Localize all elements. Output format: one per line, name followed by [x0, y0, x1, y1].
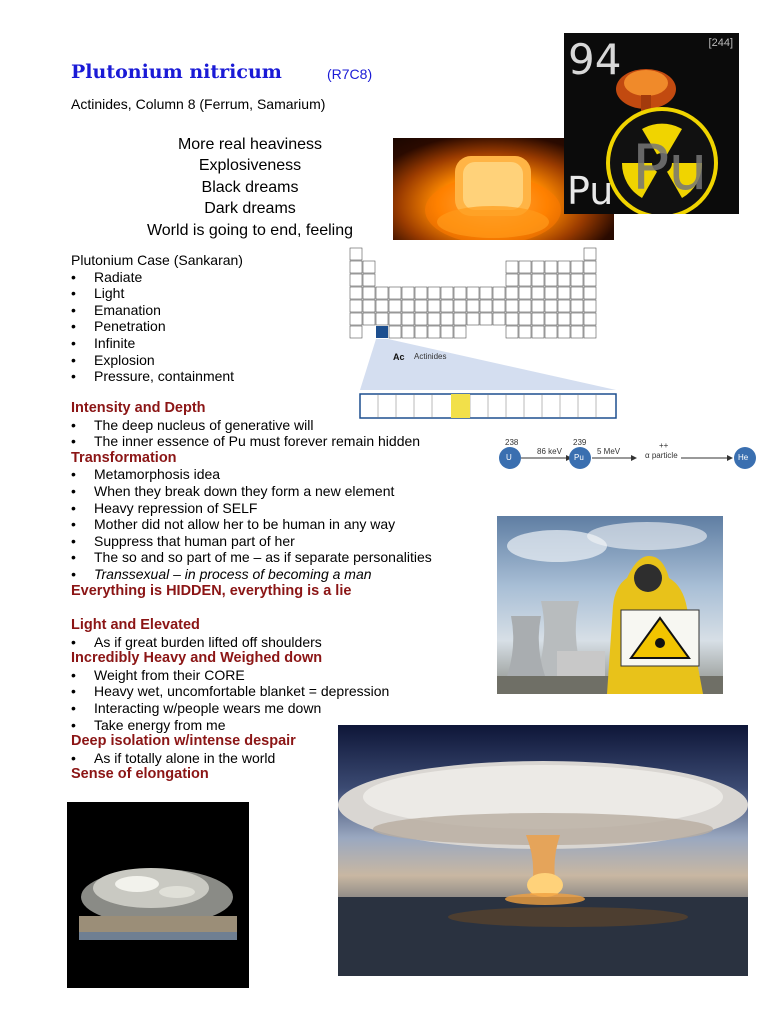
section-heading: Intensity and Depth — [71, 400, 206, 416]
list-item: • Emanation — [71, 302, 243, 319]
element-symbol: Pu — [567, 169, 614, 213]
pu-mass: 239 — [573, 438, 587, 447]
plutonium-metal-photo — [67, 802, 249, 988]
energy-5mev: 5 MeV — [597, 447, 621, 456]
list-item: • Infinite — [71, 335, 243, 352]
u-mass: 238 — [505, 438, 519, 447]
list-item: • Heavy wet, uncomfortable blanket = depression — [71, 683, 389, 700]
atomic-mass: [244] — [708, 37, 733, 49]
theme-line: More real heaviness — [177, 136, 323, 153]
u-symbol: U — [506, 453, 512, 462]
list-item: • Weight from their CORE — [71, 667, 389, 684]
case-block — [71, 252, 243, 385]
section-heading: Everything is HIDDEN, everything is a lie — [71, 582, 352, 599]
mushroom-cloud-graphic — [338, 725, 748, 976]
list-item: • The so and so part of me – as if separate personalities — [71, 549, 432, 566]
list-item: • The inner essence of Pu must forever remain hidden — [71, 433, 432, 450]
section-heading: Deep isolation w/intense despair — [71, 733, 296, 750]
decay-arrows — [495, 438, 761, 476]
list-item: • Mother did not allow her to be human in any way — [71, 516, 432, 533]
list-item: • Suppress that human part of her — [71, 533, 432, 550]
periodic-table-graphic — [340, 240, 618, 420]
list-item: • Penetration — [71, 318, 243, 335]
svg-text:Pu: Pu — [632, 131, 708, 204]
actinides-label: Actinides — [414, 352, 447, 361]
subtitle: Actinides, Column 8 (Ferrum, Samarium) — [71, 96, 326, 112]
cooling-tower-hazmat-graphic — [497, 516, 723, 694]
remedy-code: (R7C8) — [327, 66, 373, 82]
theme-line: Dark dreams — [204, 200, 296, 218]
pu-symbol: Pu — [574, 453, 584, 462]
section-heading: Transformation — [71, 449, 177, 466]
list-item: • Take energy from me — [71, 717, 389, 734]
list-item: • As if totally alone in the world — [71, 750, 389, 767]
list-item: • Heavy repression of SELF — [71, 500, 432, 517]
theme-line: Black dreams — [201, 178, 299, 196]
periodic-table-grid — [340, 240, 618, 420]
sections-block-1 — [71, 400, 432, 599]
alpha-charge: ++ — [659, 441, 669, 450]
list-item: • Explosion — [71, 352, 243, 369]
theme-line: Explosiveness — [198, 157, 302, 175]
mushroom-cloud-photo — [338, 725, 748, 976]
list-item: • The deep nucleus of generative will — [71, 417, 432, 434]
nuclear-plant-photo — [497, 516, 723, 694]
section-heading: Sense of elongation — [71, 766, 209, 783]
plutonium-element-tile — [564, 33, 739, 214]
theme-list — [100, 134, 400, 241]
list-item: • Interacting w/people wears me down — [71, 700, 389, 717]
theme-line: World is going to end, feeling — [146, 221, 354, 239]
case-title: Plutonium Case (Sankaran) — [71, 252, 243, 268]
list-item: • As if great burden lifted off shoulders — [71, 634, 389, 651]
alpha-particle-label: α particle — [645, 451, 678, 460]
list-item: • Radiate — [71, 269, 243, 286]
metal-button-graphic — [67, 802, 249, 988]
list-item: • Light — [71, 285, 243, 302]
decay-diagram — [495, 438, 761, 476]
actinium-symbol: Ac — [393, 352, 405, 362]
list-item: • Metamorphosis idea — [71, 466, 432, 483]
section-heading: Incredibly Heavy and Weighed down — [71, 650, 323, 667]
he-symbol: He — [738, 453, 749, 462]
list-item: • Pressure, containment — [71, 368, 243, 385]
energy-86kev: 86 keV — [537, 447, 562, 456]
list-item: • Transsexual – in process of becoming a man — [71, 566, 432, 583]
section-heading: Light and Elevated — [71, 617, 200, 633]
atomic-number: 94 — [568, 35, 622, 84]
page-title: Plutonium nitricum — [71, 61, 282, 83]
list-item: • When they break down they form a new element — [71, 483, 432, 500]
